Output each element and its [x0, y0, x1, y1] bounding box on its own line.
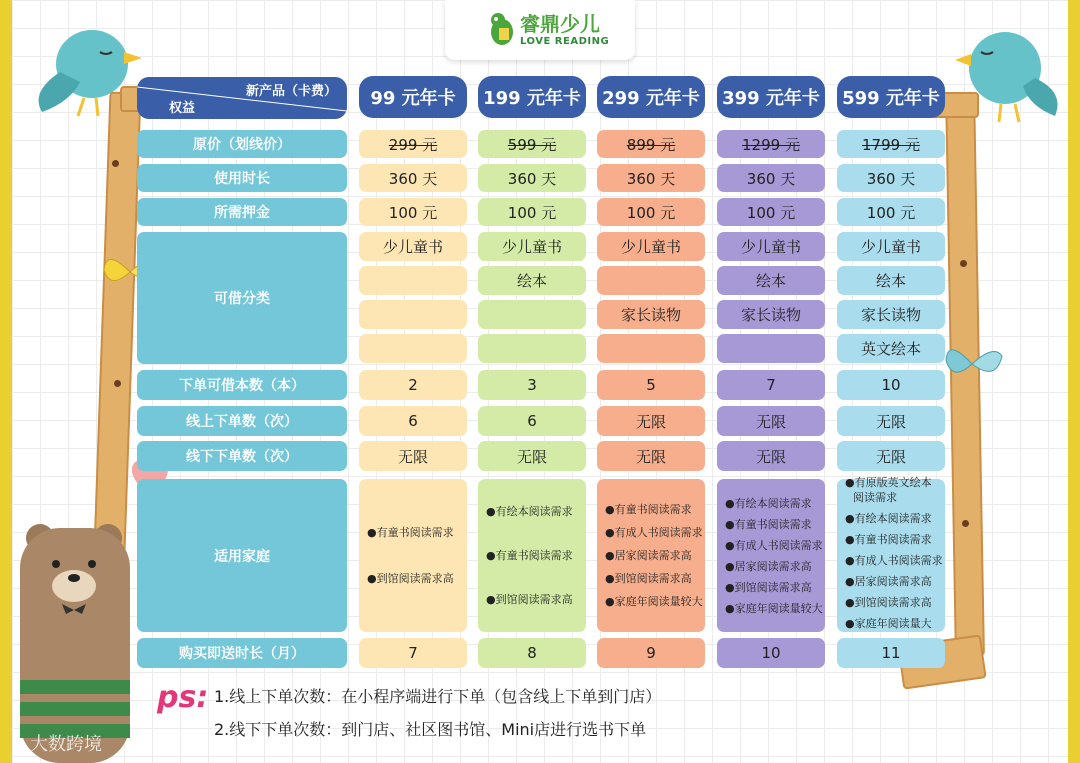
category-cell [359, 300, 467, 329]
bear-icon [0, 520, 145, 763]
family-item: ●到馆阅读需求高 [725, 580, 812, 594]
original-price-cell: 1799 元 [837, 130, 945, 158]
corner-top-label: 新产品（卡费） [245, 84, 337, 99]
card-header: 99 元年卡 [359, 76, 467, 118]
category-cell: 家长读物 [717, 300, 825, 329]
category-cell: 少儿童书 [359, 232, 467, 261]
duration-cell: 360 天 [359, 164, 467, 192]
family-item: ●有成人书阅读需求 [725, 538, 823, 552]
original-price-cell: 899 元 [597, 130, 705, 158]
card-header: 399 元年卡 [717, 76, 825, 118]
deposit-cell: 100 元 [717, 198, 825, 226]
family-item: ●家庭年阅读量较大 [605, 595, 703, 608]
original-price-cell: 599 元 [478, 130, 586, 158]
deposit-cell: 100 元 [478, 198, 586, 226]
row-label-bonus-months: 购买即送时长（月） [137, 638, 347, 668]
nail-icon [114, 380, 121, 387]
category-cell: 绘本 [837, 266, 945, 295]
category-cell: 少儿童书 [478, 232, 586, 261]
family-item: ●有童书阅读需求 [367, 525, 454, 539]
bonus-months-cell: 10 [717, 638, 825, 668]
family-item: ●有成人书阅读需求 [605, 526, 703, 539]
category-cell: 少儿童书 [837, 232, 945, 261]
category-cell: 绘本 [717, 266, 825, 295]
online-orders-cell: 无限 [597, 406, 705, 436]
family-item: 阅读需求 [853, 491, 897, 504]
duration-cell: 360 天 [597, 164, 705, 192]
category-cell [597, 334, 705, 363]
family-item: ●有成人书阅读需求 [845, 554, 943, 567]
offline-orders-cell: 无限 [717, 441, 825, 471]
corner-bottom-label: 权益 [169, 101, 196, 116]
row-label-original-price: 原价（划线价） [137, 130, 347, 158]
table-corner [137, 77, 347, 119]
row-label-online-orders: 线上下单数（次） [137, 406, 347, 436]
dinosaur-icon [487, 8, 517, 48]
bonus-months-cell: 9 [597, 638, 705, 668]
note-line-1: 1.线上下单次数：在小程序端进行下单（包含线上下单到门店） [214, 687, 662, 706]
offline-orders-cell: 无限 [359, 441, 467, 471]
original-price-cell: 299 元 [359, 130, 467, 158]
butterfly-icon [940, 336, 1006, 392]
ps-mark: ps: [157, 680, 209, 715]
families-cell [478, 479, 586, 632]
row-label-families: 适用家庭 [137, 479, 347, 632]
nail-icon [962, 520, 969, 527]
family-item: ●到馆阅读需求高 [845, 596, 932, 609]
note-line-2: 2.线下下单次数：到门店、社区图书馆、Mini店进行选书下单 [214, 720, 647, 739]
family-item: ●到馆阅读需求高 [367, 571, 454, 585]
nail-icon [112, 160, 119, 167]
deposit-cell: 100 元 [359, 198, 467, 226]
category-cell [717, 334, 825, 363]
deposit-cell: 100 元 [837, 198, 945, 226]
family-item: ●家庭年阅读量大 [845, 617, 932, 630]
card-header: 599 元年卡 [837, 76, 945, 118]
family-item: ●有原版英文绘本 [845, 476, 932, 489]
card-header: 299 元年卡 [597, 76, 705, 118]
online-orders-cell: 无限 [837, 406, 945, 436]
brand-name: 睿鼎少儿 [520, 12, 600, 36]
category-cell: 少儿童书 [717, 232, 825, 261]
bonus-months-cell: 11 [837, 638, 945, 668]
family-item: ●居家阅读需求高 [605, 549, 692, 562]
deposit-cell: 100 元 [597, 198, 705, 226]
offline-orders-cell: 无限 [837, 441, 945, 471]
category-cell [359, 334, 467, 363]
family-item: ●有绘本阅读需求 [486, 504, 573, 518]
category-cell: 英文绘本 [837, 334, 945, 363]
category-cell: 少儿童书 [597, 232, 705, 261]
row-label-duration: 使用时长 [137, 164, 347, 192]
bonus-months-cell: 7 [359, 638, 467, 668]
books-per-order-cell: 3 [478, 370, 586, 400]
books-per-order-cell: 10 [837, 370, 945, 400]
duration-cell: 360 天 [837, 164, 945, 192]
category-cell [359, 266, 467, 295]
books-per-order-cell: 7 [717, 370, 825, 400]
family-item: ●居家阅读需求高 [845, 575, 932, 588]
online-orders-cell: 无限 [717, 406, 825, 436]
family-item: ●有童书阅读需求 [486, 548, 573, 562]
nail-icon [960, 260, 967, 267]
families-cell [837, 476, 945, 632]
family-item: ●居家阅读需求高 [725, 559, 812, 573]
category-cell [478, 334, 586, 363]
duration-cell: 360 天 [717, 164, 825, 192]
families-cell [597, 479, 705, 632]
family-item: ●到馆阅读需求高 [605, 572, 692, 585]
family-item: ●有童书阅读需求 [845, 533, 932, 546]
family-item: ●有童书阅读需求 [605, 503, 692, 516]
brand-logo [445, 0, 635, 60]
brand-subtitle: LOVE READING [520, 36, 610, 47]
bonus-months-cell: 8 [478, 638, 586, 668]
row-label-books-per-order: 下单可借本数（本） [137, 370, 347, 400]
row-label-deposit: 所需押金 [137, 198, 347, 226]
online-orders-cell: 6 [478, 406, 586, 436]
row-label-offline-orders: 线下下单数（次） [137, 441, 347, 471]
duration-cell: 360 天 [478, 164, 586, 192]
online-orders-cell: 6 [359, 406, 467, 436]
category-cell [478, 300, 586, 329]
books-per-order-cell: 5 [597, 370, 705, 400]
family-item: ●有童书阅读需求 [725, 517, 812, 531]
family-item: ●有绘本阅读需求 [845, 512, 932, 525]
category-cell: 家长读物 [837, 300, 945, 329]
category-cell: 绘本 [478, 266, 586, 295]
family-item: ●有绘本阅读需求 [725, 496, 812, 510]
card-header: 199 元年卡 [478, 76, 586, 118]
watermark: 大数跨境 [30, 734, 102, 755]
row-label-categories: 可借分类 [137, 232, 347, 364]
families-cell [359, 479, 467, 632]
category-cell: 家长读物 [597, 300, 705, 329]
offline-orders-cell: 无限 [597, 441, 705, 471]
books-per-order-cell: 2 [359, 370, 467, 400]
family-item: ●到馆阅读需求高 [486, 592, 573, 606]
families-cell [717, 479, 825, 632]
family-item: ●家庭年阅读量较大 [725, 601, 823, 615]
original-price-cell: 1299 元 [717, 130, 825, 158]
offline-orders-cell: 无限 [478, 441, 586, 471]
category-cell [597, 266, 705, 295]
